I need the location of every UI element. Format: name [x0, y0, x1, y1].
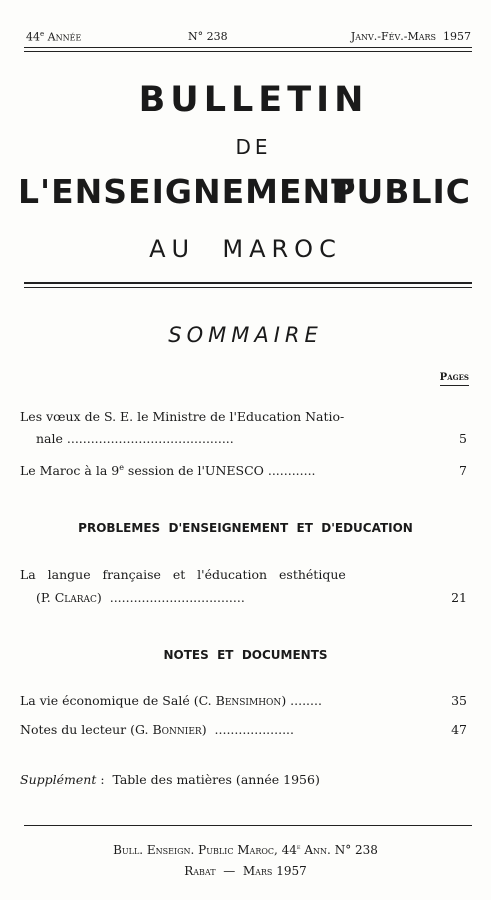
- toc-entry-langue-text-b: ) ..................................: [96, 590, 245, 605]
- toc-entry-langue-line2: [36, 590, 245, 605]
- toc-entry-lecteur-page: 47: [451, 722, 467, 737]
- toc-entry-lecteur-author: Bonnier: [152, 722, 202, 737]
- section-title-notes: NOTES ET DOCUMENTS: [163, 648, 328, 662]
- toc-entry-langue-line1: La langue française et l'éducation esthétique: [20, 567, 346, 582]
- toc-entry-unesco-sup: e: [119, 463, 124, 472]
- footer-citation-a: Bull. Enseign. Public Maroc, 44: [113, 843, 297, 857]
- footer-citation-b: Ann. N° 238: [300, 843, 378, 857]
- supplement-text: : Table des matières (année 1956): [96, 772, 320, 787]
- toc-entry-langue-text-a: (P.: [36, 590, 55, 605]
- toc-entry-sale-page: 35: [451, 693, 467, 708]
- footer-place-date: Rabat — Mars 1957: [184, 864, 307, 878]
- toc-entry-langue-author: Clarac: [54, 590, 97, 605]
- toc-entry-unesco-text-a: Le Maroc à la 9: [20, 463, 120, 479]
- header-year: [26, 30, 81, 44]
- pages-column-label: Pages: [440, 372, 469, 386]
- masthead-enseignement: L'ENSEIGNEMENT: [18, 172, 355, 211]
- toc-entry-unesco-page: 7: [459, 463, 467, 478]
- toc-entry-sale-text-b: ) ........: [281, 693, 322, 708]
- toc-entry-lecteur-text-a: Notes du lecteur (G.: [20, 722, 153, 737]
- sommaire-title: SOMMAIRE: [168, 323, 323, 347]
- masthead-rule-top: [24, 282, 472, 284]
- toc-entry-sale-text-a: La vie économique de Salé (C.: [20, 693, 216, 708]
- footer-rule: [24, 825, 472, 826]
- masthead-de: DE: [235, 135, 272, 159]
- supplement-label: Supplément: [20, 772, 97, 787]
- header-rule-bottom: [24, 51, 472, 52]
- toc-entry-sale: [20, 693, 322, 708]
- header-date: Janv.-Fév.-Mars 1957: [350, 30, 471, 43]
- masthead-bulletin: BULLETIN: [138, 80, 369, 120]
- toc-entry-sale-author: Bensimhon: [215, 693, 282, 708]
- header-issue-number: N° 238: [188, 30, 228, 43]
- toc-supplement: [20, 772, 320, 787]
- footer-citation: [0, 843, 491, 857]
- toc-entry-voeux-page: 5: [459, 431, 467, 446]
- header-year-word: Année: [47, 30, 82, 44]
- toc-entry-lecteur-text-b: ) ....................: [201, 722, 294, 737]
- masthead-au-maroc: AU MAROC: [149, 235, 342, 263]
- masthead-public: PUBLIC: [331, 172, 471, 211]
- footer-citation-sup: e: [296, 843, 301, 851]
- toc-entry-langue-page: 21: [451, 590, 467, 605]
- header-year-suffix: e: [40, 30, 45, 38]
- toc-entry-unesco: [20, 463, 316, 478]
- header-year-number: 44: [26, 30, 40, 44]
- masthead-rule-bottom: [24, 287, 472, 288]
- toc-entry-voeux-line2: nale ..........................................: [36, 431, 234, 446]
- toc-entry-unesco-text-b: session de l'UNESCO ............: [123, 463, 316, 479]
- toc-entry-lecteur: [20, 722, 294, 737]
- section-title-problemes: PROBLEMES D'ENSEIGNEMENT ET D'EDUCATION: [78, 521, 413, 535]
- toc-entry-voeux-line1: Les vœux de S. E. le Ministre de l'Education Natio-: [20, 409, 345, 424]
- header-rule-top: [24, 47, 472, 48]
